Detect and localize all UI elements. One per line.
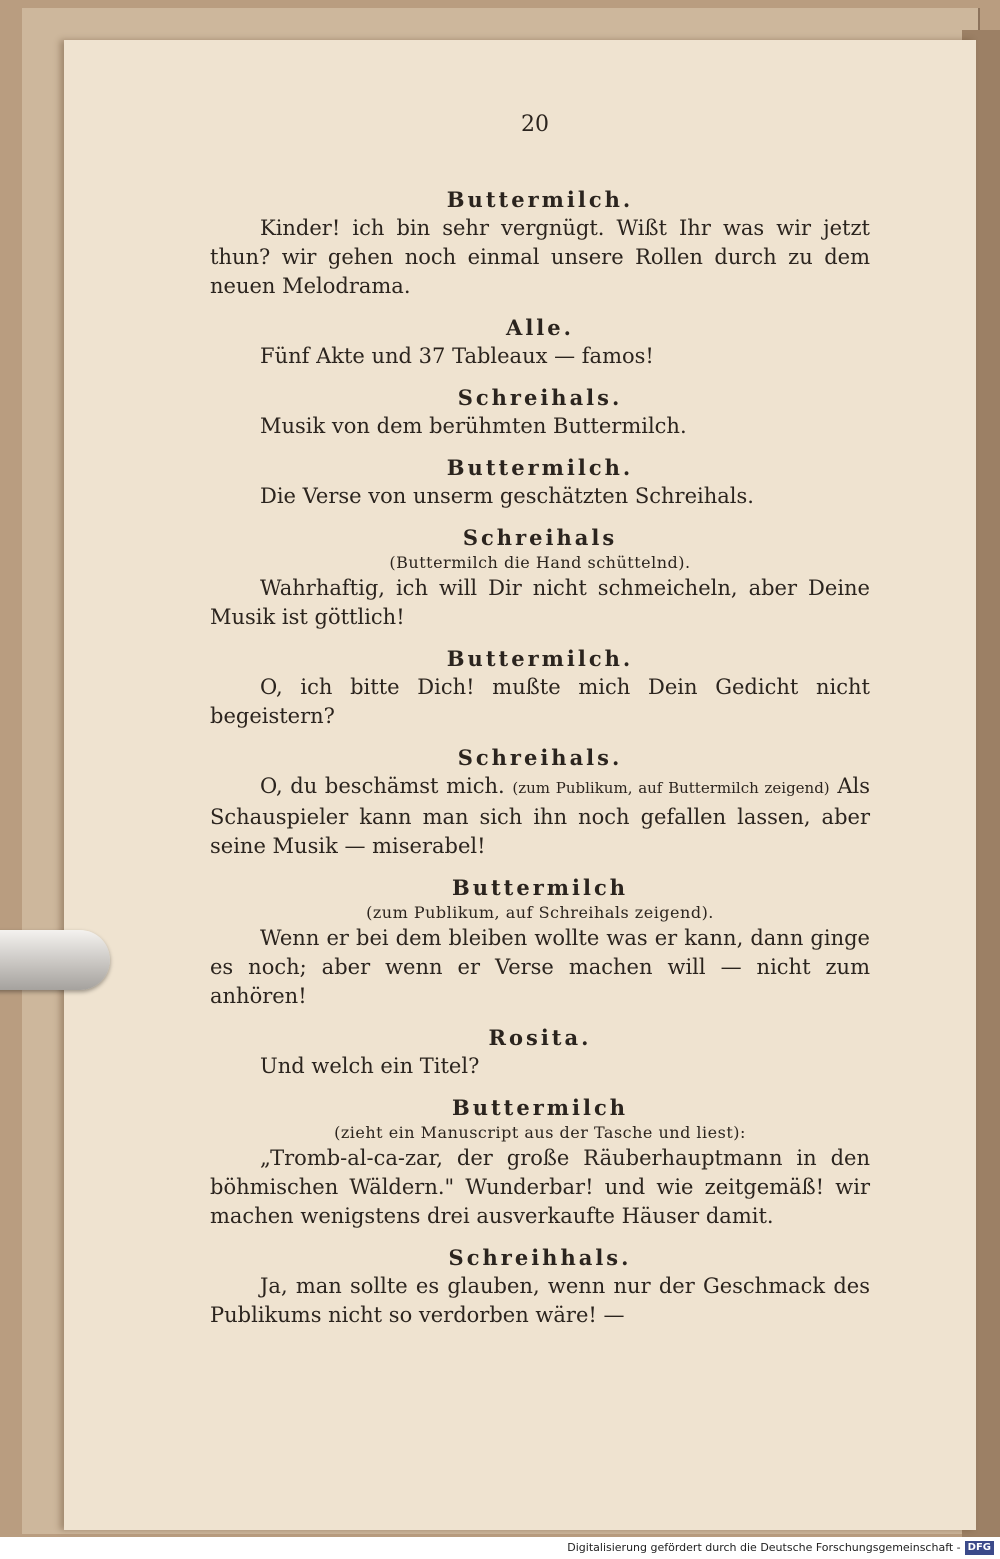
speech-text-part: Als Schauspieler kann man sich ihn noch gefallen lassen, aber seine Musik — miserabel! [210, 774, 870, 858]
dialogue-block [210, 743, 870, 861]
speech-text: Musik von dem berühmten Buttermilch. [260, 414, 687, 438]
speech-text: Die Verse von unserm geschätzten Schreihals. [260, 484, 754, 508]
dialogue-block [210, 1023, 870, 1081]
speaker-name: Rosita. [488, 1025, 592, 1050]
dialogue-block [210, 644, 870, 731]
stage-direction: (zieht ein Manuscript aus der Tasche und liest): [334, 1123, 746, 1142]
stage-direction: (Buttermilch die Hand schüttelnd). [389, 553, 691, 572]
dialogue-block [210, 185, 870, 301]
dialogue-block [210, 873, 870, 1011]
dialogue-block [210, 313, 870, 371]
dialogue-block [210, 1243, 870, 1330]
speech-text: „Tromb-al-ca-zar, der große Räuberhauptmann in den böhmischen Wäldern." Wunderbar! und wie zeitgemäß! wir machen wenigstens drei ausverkaufte Häuser damit. [210, 1146, 870, 1228]
dialogue-block [210, 383, 870, 441]
speaker-name: Buttermilch [451, 1095, 629, 1120]
speech-text: Wahrhaftig, ich will Dir nicht schmeicheln, aber Deine Musik ist göttlich! [210, 576, 870, 629]
speaker-name: Buttermilch. [446, 187, 634, 212]
speaker-name: Schreihals [462, 525, 618, 550]
speaker-name: Alle. [506, 315, 574, 340]
speech-text [210, 772, 870, 861]
speaker-name: Buttermilch. [446, 646, 634, 671]
dialogue-block [210, 523, 870, 632]
speaker-name: Schreihals. [457, 385, 623, 410]
speech-text: Und welch ein Titel? [260, 1054, 480, 1078]
speaker-name: Schreihals. [457, 745, 623, 770]
speech-text: O, ich bitte Dich! mußte mich Dein Gedicht nicht begeistern? [210, 675, 870, 728]
speech-text: Ja, man sollte es glauben, wenn nur der Geschmack des Publikums nicht so verdorben wäre! — [210, 1274, 870, 1327]
page-number: 20 [521, 112, 549, 137]
speaker-name: Buttermilch [451, 875, 629, 900]
stage-direction: (zum Publikum, auf Schreihals zeigend). [366, 903, 714, 922]
speaker-name: Buttermilch. [446, 455, 634, 480]
speech-text: Kinder! ich bin sehr vergnügt. Wißt Ihr was wir jetzt thun? wir gehen noch einmal unsere Rollen durch zu dem neuen Melodrama. [210, 216, 870, 298]
speaker-name: Schreihhals. [448, 1245, 632, 1270]
dialogue-block [210, 453, 870, 511]
dfg-logo-icon: DFG [965, 1541, 994, 1555]
digitization-footer [0, 1537, 1000, 1559]
speech-text-part: O, du beschämst mich. [260, 774, 505, 798]
page-text [210, 110, 870, 1342]
page-clip [0, 930, 110, 990]
dialogue-block [210, 1093, 870, 1231]
inline-stage-direction: (zum Publikum, auf Buttermilch zeigend) [512, 779, 830, 797]
speech-text: Wenn er bei dem bleiben wollte was er kann, dann ginge es noch; aber wenn er Verse machen will — nicht zum anhören! [210, 926, 870, 1008]
speech-text: Fünf Akte und 37 Tableaux — famos! [260, 344, 654, 368]
footer-text: Digitalisierung gefördert durch die Deutsche Forschungsgemeinschaft - [567, 1541, 961, 1554]
